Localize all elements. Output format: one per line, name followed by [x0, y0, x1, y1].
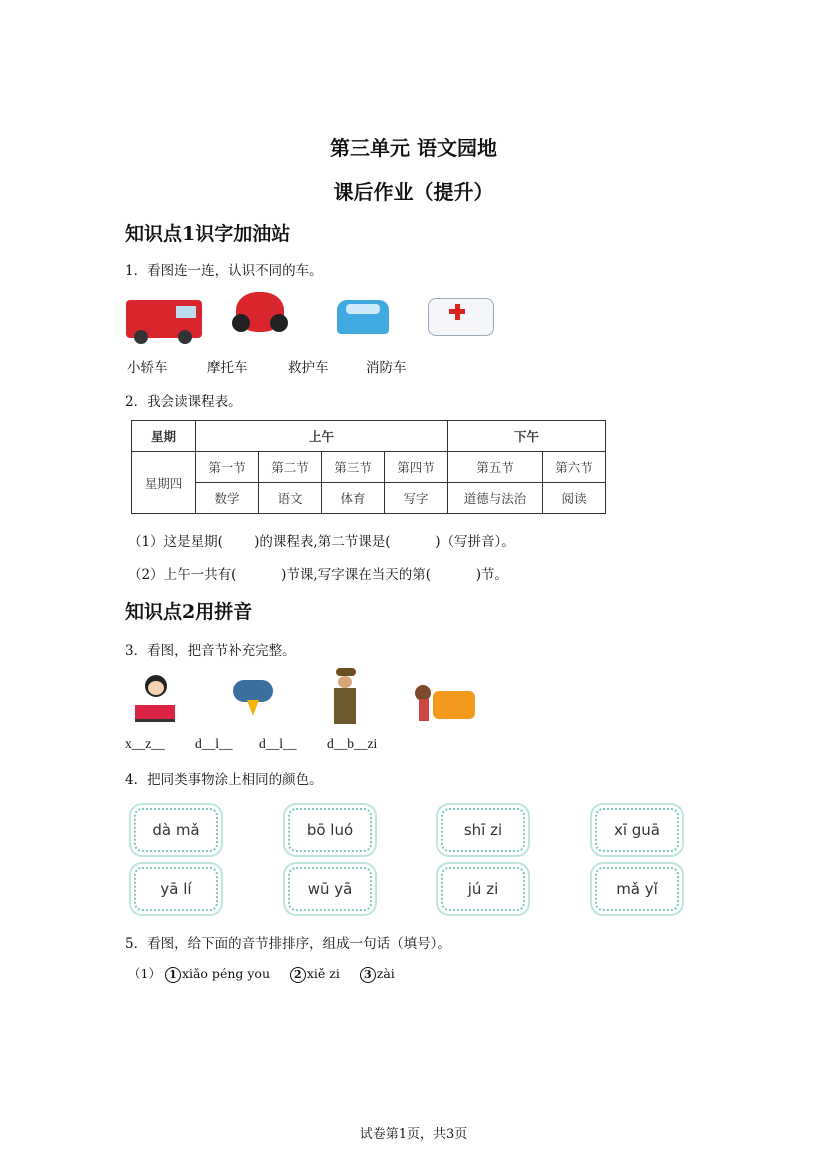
question-5-1 [128, 964, 395, 983]
page-footer: 试卷第1页，共3页 [359, 1127, 468, 1142]
girl-sofa-image [413, 685, 477, 723]
ambulance-image [428, 298, 494, 336]
pinyin-card[interactable]: mǎ yǐ [595, 867, 679, 911]
page-subtitle: 课后作业（提升） [333, 180, 494, 204]
syllable-blank: d__l__ [259, 736, 297, 751]
soldier-image [330, 668, 360, 724]
pinyin-card[interactable]: xī guā [595, 808, 679, 852]
subject-cell: 数学 [196, 483, 259, 514]
syllable: xiǎo péng you [181, 966, 270, 981]
subject-cell: 道德与法治 [448, 483, 543, 514]
header-day: 星期 [132, 421, 196, 452]
pinyin-card[interactable]: shī zi [441, 808, 525, 852]
syllable-blank: x__z__ [125, 736, 165, 751]
header-morning: 上午 [196, 421, 448, 452]
period-cell: 第三节 [322, 452, 385, 483]
girl-writing-image [135, 675, 175, 721]
subject-cell: 体育 [322, 483, 385, 514]
number-circle: 3 [360, 967, 376, 983]
page-title: 第三单元 语文园地 [330, 136, 497, 160]
number-circle: 1 [165, 967, 181, 983]
item-prefix: （1） [128, 966, 161, 981]
syllable: xiě zi [306, 966, 340, 981]
syllable-blank: d__b__zi [327, 736, 378, 751]
number-circle: 2 [290, 967, 306, 983]
day-cell: 星期四 [132, 452, 196, 514]
question-4: 4．把同类事物涂上相同的颜色。 [125, 772, 323, 788]
section-heading-2: 知识点2用拼音 [125, 601, 253, 623]
car-image [337, 300, 389, 334]
subject-cell: 写字 [385, 483, 448, 514]
subject-cell: 语文 [259, 483, 322, 514]
vehicle-label: 摩托车 [207, 360, 248, 376]
timetable [131, 420, 606, 514]
header-afternoon: 下午 [448, 421, 606, 452]
fire-truck-image [126, 300, 202, 338]
period-cell: 第二节 [259, 452, 322, 483]
section-heading-1: 知识点1识字加油站 [125, 223, 291, 245]
motorcycle-image [236, 292, 284, 332]
period-cell: 第一节 [196, 452, 259, 483]
vehicle-label: 救护车 [288, 360, 329, 376]
subject-cell: 阅读 [543, 483, 606, 514]
question-2-1: （1）这是星期( )的课程表,第二节课是( )（写拼音）。 [128, 534, 515, 550]
pinyin-card[interactable]: yā lí [134, 867, 218, 911]
pinyin-card[interactable]: wū yā [288, 867, 372, 911]
pinyin-card[interactable]: bō luó [288, 808, 372, 852]
question-2-2: （2）上午一共有( )节课,写字课在当天的第( )节。 [128, 567, 509, 583]
vehicle-label: 小轿车 [127, 360, 168, 376]
pinyin-card[interactable]: jú zi [441, 867, 525, 911]
pinyin-card[interactable]: dà mǎ [134, 808, 218, 852]
thunder-cloud-image [233, 680, 273, 702]
syllable-blank: d__l__ [195, 736, 233, 751]
vehicle-label: 消防车 [366, 360, 407, 376]
syllable: zài [376, 966, 395, 981]
question-1: 1．看图连一连，认识不同的车。 [125, 263, 323, 279]
question-3: 3．看图，把音节补充完整。 [125, 643, 296, 659]
period-cell: 第四节 [385, 452, 448, 483]
period-cell: 第五节 [448, 452, 543, 483]
question-2: 2．我会读课程表。 [125, 394, 242, 410]
question-5: 5．看图，给下面的音节排排序，组成一句话（填号）。 [125, 936, 451, 952]
period-cell: 第六节 [543, 452, 606, 483]
